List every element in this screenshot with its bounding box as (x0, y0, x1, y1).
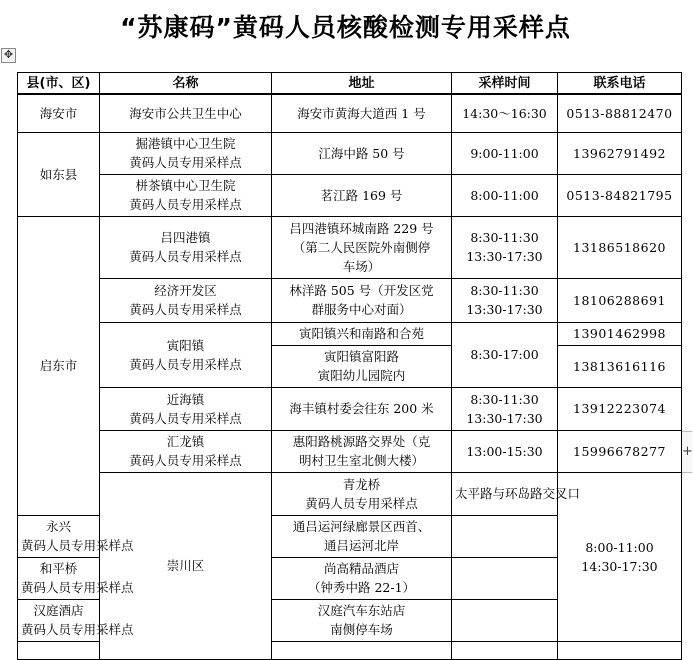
cell-text: 黄码人员专用采样点 (129, 453, 242, 468)
phone-cell (558, 322, 682, 345)
cell-text: 海安市公共卫生中心 (129, 105, 242, 121)
address-cell (272, 278, 452, 322)
cell-text: 13813616116 (573, 358, 666, 374)
header-region: 县(市、区) (18, 73, 100, 95)
cell-text: 惠阳路桃源路交界处（克 (292, 434, 431, 449)
phone-cell (558, 94, 682, 132)
time-cell (452, 216, 558, 278)
cell-text: 黄码人员专用采样点 (305, 495, 418, 511)
phone-cell (558, 132, 682, 174)
cell-text: 太平路与环岛路交叉口 (455, 486, 581, 501)
site-name-cell (272, 472, 452, 515)
site-name-cell (100, 132, 272, 174)
cell-text: 黄码人员专用采样点 (21, 538, 134, 553)
page-title: “苏康码”黄码人员核酸检测专用采样点 (120, 13, 571, 42)
cell-text: 8:30-17:00 (470, 347, 539, 362)
address-cell (272, 387, 452, 430)
cell-text: 黄码人员专用采样点 (129, 155, 242, 170)
table-row (18, 387, 682, 430)
site-name-cell (100, 278, 272, 322)
cell-text: 0513-88812470 (566, 105, 673, 121)
time-cell (452, 278, 558, 322)
cell-text: 黄码人员专用采样点 (21, 580, 134, 595)
table-row (18, 278, 682, 322)
phone-cell (558, 174, 682, 216)
cell-text: 永兴 (45, 519, 71, 534)
cell-text: 栟茶镇中心卫生院 (135, 178, 236, 193)
cell-text: 黄码人员专用采样点 (21, 622, 134, 637)
cell-text: 经济开发区 (154, 283, 217, 298)
cell-text: 通吕运河北岸 (323, 538, 399, 553)
address-cell (272, 515, 452, 557)
cell-text: 8:00-11:00 (470, 187, 539, 203)
cell-text: 寅阳镇兴和南路和合苑 (298, 326, 424, 341)
table-row (18, 216, 682, 278)
cell-text: 明村卫生室北侧大楼） (298, 453, 424, 468)
site-name-cell (100, 174, 272, 216)
time-cell (452, 641, 558, 659)
cell-text: 吕四港镇环城南路 229 号 (289, 220, 434, 236)
cell-text: 8:30-11:30 (470, 391, 539, 407)
phone-cell (452, 557, 558, 599)
phone-cell (452, 599, 558, 641)
region-cell: 崇川区 (100, 472, 272, 659)
phone-cell (558, 430, 682, 472)
cell-text: 寅阳镇 (166, 337, 205, 353)
phone-cell (558, 387, 682, 430)
table-row (18, 322, 682, 345)
cell-text: 18106288691 (573, 292, 666, 308)
site-name-cell (100, 430, 272, 472)
site-name-cell (100, 94, 272, 132)
address-cell (272, 132, 452, 174)
site-name-cell (18, 515, 134, 557)
cell-text: 尚高精品酒店 (323, 561, 399, 576)
time-cell (452, 94, 558, 132)
sampling-sites-table (17, 72, 682, 660)
cell-text: 海丰镇村委会往东 200 米 (289, 401, 434, 416)
cell-text: 黄码人员专用采样点 (129, 356, 242, 372)
phone-cell (452, 515, 558, 557)
address-cell (272, 430, 452, 472)
cell-text: 江海中路 50 号 (318, 145, 405, 161)
cell-text: 寅阳镇富阳路 (323, 349, 399, 364)
address-cell (452, 472, 581, 515)
address-cell (272, 322, 452, 345)
cell-text: 汉庭汽车东站店 (317, 603, 406, 618)
header-name: 名称 (100, 73, 272, 95)
cell-text: 15996678277 (573, 443, 666, 459)
address-cell (272, 216, 452, 278)
cell-text: 13:00-15:30 (466, 443, 543, 459)
region-cell: 启东市 (18, 216, 100, 515)
cell-text: 吕四港镇 (160, 230, 211, 245)
site-name-cell (18, 599, 134, 641)
add-row-handle[interactable] (681, 431, 692, 473)
table-row (18, 132, 682, 174)
cell-text: 掘港镇中心卫生院 (135, 136, 236, 151)
time-cell (452, 430, 558, 472)
table-move-handle[interactable] (1, 48, 16, 63)
time-cell (452, 387, 558, 430)
cell-text: 14:30-17:30 (581, 558, 658, 574)
address-cell (272, 599, 452, 641)
cell-text: 14:30～16:30 (462, 105, 547, 121)
cell-text: 黄码人员专用采样点 (129, 410, 242, 426)
cell-text: 汇龙镇 (166, 434, 205, 449)
cell-text: 8:30-11:30 (470, 230, 539, 245)
move-icon: ✥ (3, 48, 14, 61)
cell-text: 13962791492 (573, 145, 666, 161)
address-cell (272, 641, 452, 659)
cell-text: （第二人民医院外南侧停 (292, 239, 431, 255)
cell-text: 8:00-11:00 (585, 539, 654, 555)
cell-text: 黄码人员专用采样点 (129, 197, 242, 212)
time-cell (452, 174, 558, 216)
cell-text: 林洋路 505 号（开发区党 (289, 283, 434, 298)
cell-text: 13186518620 (573, 239, 666, 255)
address-cell (272, 345, 452, 387)
address-cell (272, 174, 452, 216)
cell-text: 茗江路 169 号 (320, 187, 403, 203)
table-row (18, 94, 682, 132)
phone-cell (558, 345, 682, 387)
cell-text: 近海镇 (166, 391, 205, 407)
site-name-cell (100, 387, 272, 430)
cell-text: 0513-84821795 (566, 187, 673, 203)
cell-text: 黄码人员专用采样点 (129, 302, 242, 317)
region-cell: 如东县 (18, 132, 100, 216)
region-cell: 海安市 (18, 94, 100, 132)
cell-text: 青龙桥 (342, 476, 381, 492)
header-phone: 联系电话 (558, 73, 682, 95)
cell-text: 8:30-11:30 (470, 283, 539, 298)
phone-cell (558, 641, 682, 659)
cell-text: 13:30-17:30 (466, 302, 543, 317)
time-cell (452, 322, 558, 387)
cell-text: 13901462998 (573, 326, 666, 341)
cell-text: 南侧停车场 (330, 622, 393, 637)
cell-text: 9:00-11:00 (470, 145, 539, 161)
address-cell (272, 557, 452, 599)
site-name-cell (18, 641, 100, 659)
site-name-cell (100, 216, 272, 278)
time-cell (452, 132, 558, 174)
cell-text: 汉庭酒店 (33, 603, 84, 618)
table-row (18, 174, 682, 216)
phone-cell (558, 278, 682, 322)
table-row (18, 430, 682, 472)
phone-cell (558, 216, 682, 278)
site-name-cell (100, 322, 272, 387)
cell-text: 寅阳幼儿园院内 (317, 368, 406, 383)
cell-text: 通吕运河绿廊景区西首、 (292, 519, 431, 534)
cell-text: 13:30-17:30 (466, 249, 543, 264)
cell-text: 车场） (342, 258, 381, 274)
cell-text: （钟秀中路 22-1） (307, 580, 416, 595)
address-cell (272, 94, 452, 132)
table-header-row (18, 73, 682, 95)
header-address: 地址 (272, 73, 452, 95)
cell-text: 黄码人员专用采样点 (129, 249, 242, 264)
cell-text: 海安市黄海大道西 1 号 (297, 105, 426, 121)
plus-icon: + (682, 444, 693, 459)
table-row (18, 472, 682, 515)
cell-text: 13:30-17:30 (466, 410, 543, 426)
cell-text: 和平桥 (39, 561, 78, 576)
header-time: 采样时间 (452, 73, 558, 95)
site-name-cell (18, 557, 134, 599)
cell-text: 13912223074 (573, 401, 666, 416)
cell-text: 群服务中心对面） (311, 302, 412, 317)
